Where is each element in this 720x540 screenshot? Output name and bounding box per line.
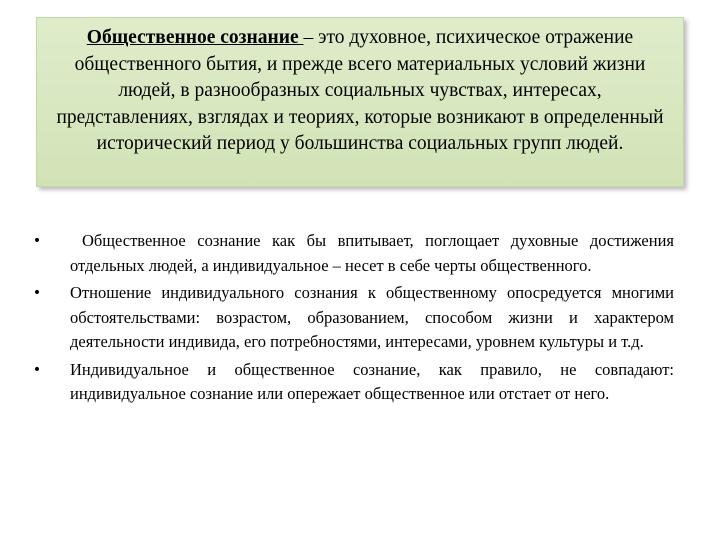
bullet-item-3: [30, 358, 674, 407]
bullet-text: Индивидуальное и общественное сознание, как правило, не совпадают: индивидуальное сознание или опережает общественное или отстает от него.: [70, 359, 674, 403]
bullet-marker: •: [32, 361, 42, 378]
definition-box: [36, 17, 684, 187]
bullet-text: Общественное сознание как бы впитывает, поглощает духовные достижения отдельных людей, а индивидуальное – несет в себе черты общественного.: [70, 231, 674, 275]
definition-term: Общественное сознание: [86, 27, 304, 48]
bullet-text: Отношение индивидуального сознания к общественному опосредуется многими обстоятельствами: возрастом, образованием, способом жизни и характером деятельности индивида, его потребностями, интересами, уровнем культуры и т.д.: [70, 283, 674, 351]
bullet-list: [30, 229, 674, 410]
bullet-marker: •: [32, 233, 42, 249]
definition-text: – это духовное, психическое отражение общественного бытия, и прежде всего материальных условий жизни людей, в разнообразных социальных чувствах, интересах, представлениях, взглядах и теориях, которые возникают в определенный исторический период у большинства социальных групп людей.: [56, 27, 664, 154]
bullet-marker: •: [32, 285, 42, 301]
bullet-item-1: [30, 229, 674, 278]
bullet-item-2: [30, 281, 674, 355]
